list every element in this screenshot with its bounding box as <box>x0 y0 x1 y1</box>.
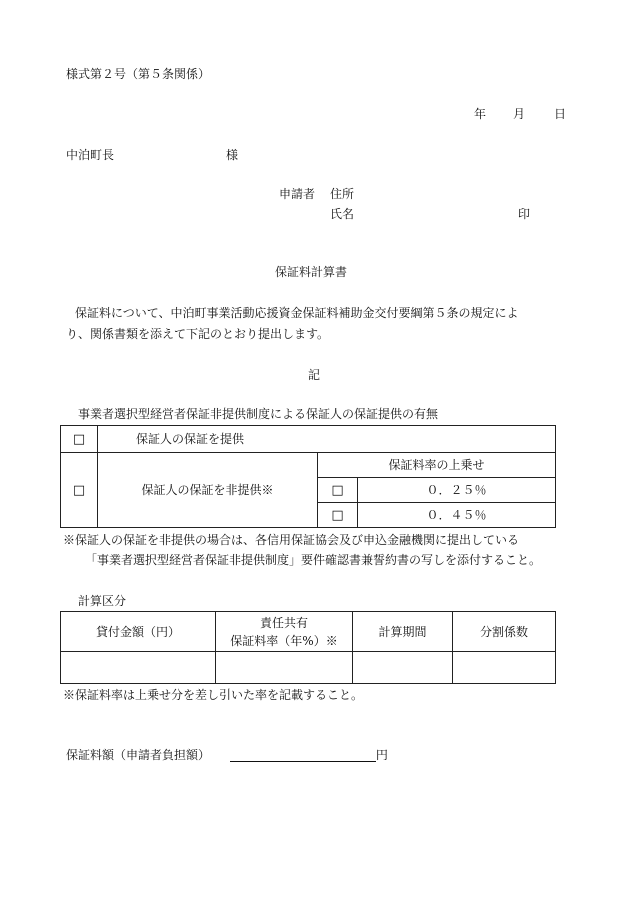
addressee-name: 中泊町長 <box>66 148 115 162</box>
col-guarantee-rate <box>216 612 353 652</box>
checkbox-rate-025[interactable]: □ <box>318 478 358 503</box>
guarantee-rate-cell[interactable] <box>216 652 353 684</box>
checkbox-provide[interactable]: □ <box>61 426 98 453</box>
col-loan-amount: 貸付金額（円） <box>61 612 216 652</box>
intro-line-2: り、関係書類を添えて下記のとおり提出します。 <box>66 327 330 341</box>
total-unit: 円 <box>375 748 388 762</box>
note-1-line-2: 「事業者選択型経営者保証非提供制度」要件確認書兼誓約書の写しを添付すること。 <box>85 553 542 567</box>
seal-mark: 印 <box>518 207 531 221</box>
col-division-coefficient: 分割係数 <box>453 612 556 652</box>
applicant-address-label: 住所 <box>330 187 355 201</box>
date-month-label: 月 <box>513 107 526 121</box>
surcharge-header: 保証料率の上乗せ <box>318 453 556 478</box>
option-provide-label: 保証人の保証を提供 <box>98 426 556 453</box>
total-label: 保証料額（申請者負担額） <box>66 748 211 762</box>
calc-section-heading: 計算区分 <box>78 594 127 608</box>
col-guarantee-rate-line-1: 責任共有 <box>259 615 308 630</box>
applicant-name-label: 氏名 <box>330 207 355 221</box>
loan-amount-cell[interactable] <box>61 652 216 684</box>
checkbox-rate-045[interactable]: □ <box>318 503 358 528</box>
date-day-label: 日 <box>554 107 567 121</box>
note-1-line-1: ※保証人の保証を非提供の場合は、各信用保証協会及び申込金融機関に提出している <box>63 533 520 547</box>
rate-025: ０．２５％ <box>358 478 556 503</box>
date-year-label: 年 <box>474 107 487 121</box>
guarantee-section-heading: 事業者選択型経営者保証非提供制度による保証人の保証提供の有無 <box>78 407 439 421</box>
total-row <box>66 748 388 762</box>
ki-heading: 記 <box>308 368 321 382</box>
division-coefficient-cell[interactable] <box>453 652 556 684</box>
col-calc-period: 計算期間 <box>353 612 453 652</box>
col-guarantee-rate-line-2: 保証料率（年%）※ <box>230 633 338 648</box>
applicant-label: 申請者 <box>279 187 316 201</box>
addressee-honorific: 様 <box>226 148 239 162</box>
document-title: 保証料計算書 <box>275 265 348 279</box>
form-number: 様式第２号（第５条関係） <box>66 67 211 81</box>
option-not-provide-label: 保証人の保証を非提供※ <box>98 453 318 528</box>
guarantee-table <box>60 425 556 528</box>
calc-period-cell[interactable] <box>353 652 453 684</box>
intro-line-1: 保証料について、中泊町事業活動応援資金保証料補助金交付要綱第５条の規定によ <box>75 306 519 320</box>
total-amount-field[interactable] <box>230 748 376 762</box>
note-2: ※保証料率は上乗せ分を差し引いた率を記載すること。 <box>63 688 364 702</box>
rate-045: ０．４５％ <box>358 503 556 528</box>
checkbox-not-provide[interactable]: □ <box>61 453 98 528</box>
calc-table <box>60 611 556 684</box>
